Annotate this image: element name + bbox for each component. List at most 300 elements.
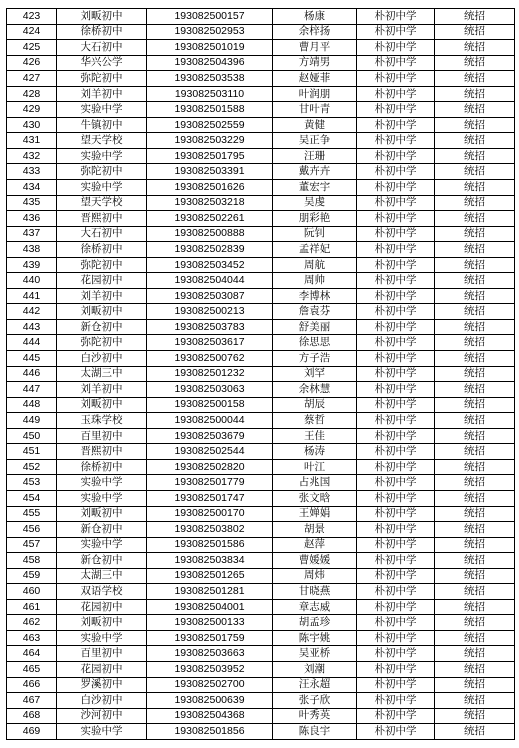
student-name: 占兆国 <box>273 475 357 491</box>
row-number: 432 <box>7 148 57 164</box>
table-row <box>7 148 515 164</box>
student-name: 王佳 <box>273 428 357 444</box>
admission-type: 统招 <box>435 677 515 693</box>
admission-type: 统招 <box>435 102 515 118</box>
school-name: 刘畈初中 <box>57 304 147 320</box>
admission-type: 统招 <box>435 71 515 87</box>
admission-type: 统招 <box>435 646 515 662</box>
student-name: 甘晓燕 <box>273 584 357 600</box>
table-row <box>7 397 515 413</box>
student-name: 李博林 <box>273 288 357 304</box>
school-name: 刘畈初中 <box>57 9 147 25</box>
admission-type: 统招 <box>435 148 515 164</box>
row-number: 465 <box>7 661 57 677</box>
exam-number: 193082502953 <box>147 24 273 40</box>
student-name: 王婵娟 <box>273 506 357 522</box>
table-row <box>7 242 515 258</box>
table-row <box>7 211 515 227</box>
row-number: 437 <box>7 226 57 242</box>
school-name: 实验中学 <box>57 148 147 164</box>
admitted-school: 朴初中学 <box>357 522 435 538</box>
student-name: 余林慧 <box>273 382 357 398</box>
row-number: 433 <box>7 164 57 180</box>
admitted-school: 朴初中学 <box>357 382 435 398</box>
row-number: 436 <box>7 211 57 227</box>
admission-type: 统招 <box>435 226 515 242</box>
table-row <box>7 553 515 569</box>
admitted-school: 朴初中学 <box>357 646 435 662</box>
admitted-school: 朴初中学 <box>357 568 435 584</box>
student-name: 周航 <box>273 257 357 273</box>
school-name: 新仓初中 <box>57 319 147 335</box>
exam-number: 193082500213 <box>147 304 273 320</box>
table-row <box>7 40 515 56</box>
student-name: 汪永超 <box>273 677 357 693</box>
exam-number: 193082501588 <box>147 102 273 118</box>
school-name: 刘畈初中 <box>57 506 147 522</box>
table-row <box>7 257 515 273</box>
table-row <box>7 708 515 724</box>
exam-number: 193082501019 <box>147 40 273 56</box>
admission-type: 统招 <box>435 693 515 709</box>
row-number: 456 <box>7 522 57 538</box>
admitted-school: 朴初中学 <box>357 257 435 273</box>
table-row <box>7 413 515 429</box>
table-row <box>7 55 515 71</box>
table-row <box>7 335 515 351</box>
student-name: 刘罕 <box>273 366 357 382</box>
student-name: 叶秀英 <box>273 708 357 724</box>
row-number: 460 <box>7 584 57 600</box>
row-number: 448 <box>7 397 57 413</box>
table-row <box>7 693 515 709</box>
admission-type: 统招 <box>435 40 515 56</box>
admission-type: 统招 <box>435 351 515 367</box>
school-name: 实验中学 <box>57 724 147 740</box>
row-number: 454 <box>7 490 57 506</box>
table-row <box>7 490 515 506</box>
school-name: 刘畈初中 <box>57 397 147 413</box>
admitted-school: 朴初中学 <box>357 459 435 475</box>
student-name: 吴虔 <box>273 195 357 211</box>
admission-type: 统招 <box>435 288 515 304</box>
school-name: 实验中学 <box>57 475 147 491</box>
table-row <box>7 459 515 475</box>
school-name: 罗溪初中 <box>57 677 147 693</box>
admission-type: 统招 <box>435 475 515 491</box>
student-name: 周帅 <box>273 273 357 289</box>
exam-number: 193082501265 <box>147 568 273 584</box>
school-name: 徐桥初中 <box>57 459 147 475</box>
row-number: 467 <box>7 693 57 709</box>
admission-type: 统招 <box>435 506 515 522</box>
exam-number: 193082502544 <box>147 444 273 460</box>
exam-number: 193082503663 <box>147 646 273 662</box>
school-name: 白沙初中 <box>57 693 147 709</box>
exam-number: 193082500762 <box>147 351 273 367</box>
admitted-school: 朴初中学 <box>357 428 435 444</box>
row-number: 455 <box>7 506 57 522</box>
admission-type: 统招 <box>435 584 515 600</box>
student-name: 汪珊 <box>273 148 357 164</box>
table-row <box>7 164 515 180</box>
admitted-school: 朴初中学 <box>357 490 435 506</box>
row-number: 450 <box>7 428 57 444</box>
exam-number: 193082500157 <box>147 9 273 25</box>
admission-type: 统招 <box>435 522 515 538</box>
school-name: 弥陀初中 <box>57 71 147 87</box>
admission-type: 统招 <box>435 537 515 553</box>
student-name: 甘叶青 <box>273 102 357 118</box>
admission-list-body <box>7 9 515 740</box>
admission-type: 统招 <box>435 117 515 133</box>
table-row <box>7 522 515 538</box>
table-row <box>7 630 515 646</box>
school-name: 弥陀初中 <box>57 335 147 351</box>
exam-number: 193082501586 <box>147 537 273 553</box>
exam-number: 193082501281 <box>147 584 273 600</box>
exam-number: 193082503834 <box>147 553 273 569</box>
row-number: 463 <box>7 630 57 646</box>
admission-type: 统招 <box>435 428 515 444</box>
student-name: 章志威 <box>273 599 357 615</box>
row-number: 462 <box>7 615 57 631</box>
school-name: 徐桥初中 <box>57 24 147 40</box>
table-row <box>7 133 515 149</box>
exam-number: 193082500044 <box>147 413 273 429</box>
row-number: 427 <box>7 71 57 87</box>
admitted-school: 朴初中学 <box>357 584 435 600</box>
student-name: 徐思思 <box>273 335 357 351</box>
admission-type: 统招 <box>435 180 515 196</box>
row-number: 426 <box>7 55 57 71</box>
student-name: 朋彩艳 <box>273 211 357 227</box>
admission-type: 统招 <box>435 242 515 258</box>
admission-type: 统招 <box>435 708 515 724</box>
school-name: 实验中学 <box>57 630 147 646</box>
row-number: 443 <box>7 319 57 335</box>
admitted-school: 朴初中学 <box>357 413 435 429</box>
admission-type: 统招 <box>435 195 515 211</box>
student-name: 阮钊 <box>273 226 357 242</box>
row-number: 430 <box>7 117 57 133</box>
school-name: 百里初中 <box>57 428 147 444</box>
school-name: 望天学校 <box>57 195 147 211</box>
admitted-school: 朴初中学 <box>357 335 435 351</box>
admission-type: 统招 <box>435 413 515 429</box>
school-name: 徐桥初中 <box>57 242 147 258</box>
school-name: 太湖三中 <box>57 568 147 584</box>
admission-type: 统招 <box>435 24 515 40</box>
school-name: 白沙初中 <box>57 351 147 367</box>
exam-number: 193082500639 <box>147 693 273 709</box>
table-row <box>7 444 515 460</box>
exam-number: 193082503229 <box>147 133 273 149</box>
row-number: 453 <box>7 475 57 491</box>
admission-type: 统招 <box>435 568 515 584</box>
admission-type: 统招 <box>435 319 515 335</box>
admitted-school: 朴初中学 <box>357 319 435 335</box>
school-name: 刘羊初中 <box>57 86 147 102</box>
admission-type: 统招 <box>435 459 515 475</box>
exam-number: 193082503110 <box>147 86 273 102</box>
exam-number: 193082501795 <box>147 148 273 164</box>
exam-number: 193082501779 <box>147 475 273 491</box>
admission-type: 统招 <box>435 382 515 398</box>
school-name: 花园初中 <box>57 661 147 677</box>
row-number: 429 <box>7 102 57 118</box>
student-name: 舒美丽 <box>273 319 357 335</box>
exam-number: 193082503391 <box>147 164 273 180</box>
exam-number: 193082501759 <box>147 630 273 646</box>
school-name: 新仓初中 <box>57 522 147 538</box>
admitted-school: 朴初中学 <box>357 40 435 56</box>
admitted-school: 朴初中学 <box>357 677 435 693</box>
table-row <box>7 599 515 615</box>
student-name: 赵娅菲 <box>273 71 357 87</box>
table-row <box>7 428 515 444</box>
admission-type: 统招 <box>435 86 515 102</box>
row-number: 438 <box>7 242 57 258</box>
table-row <box>7 615 515 631</box>
student-name: 詹袁芬 <box>273 304 357 320</box>
student-name: 胡孟珍 <box>273 615 357 631</box>
admission-type: 统招 <box>435 397 515 413</box>
row-number: 446 <box>7 366 57 382</box>
admission-list-table <box>6 8 515 740</box>
exam-number: 193082504044 <box>147 273 273 289</box>
school-name: 刘羊初中 <box>57 382 147 398</box>
admitted-school: 朴初中学 <box>357 226 435 242</box>
table-row <box>7 226 515 242</box>
admission-type: 统招 <box>435 257 515 273</box>
student-name: 刘潮 <box>273 661 357 677</box>
exam-number: 193082503452 <box>147 257 273 273</box>
row-number: 447 <box>7 382 57 398</box>
admitted-school: 朴初中学 <box>357 195 435 211</box>
row-number: 439 <box>7 257 57 273</box>
exam-number: 193082503087 <box>147 288 273 304</box>
exam-number: 193082503783 <box>147 319 273 335</box>
admission-type: 统招 <box>435 444 515 460</box>
student-name: 戴卉卉 <box>273 164 357 180</box>
student-name: 孟祥妃 <box>273 242 357 258</box>
school-name: 晋熙初中 <box>57 211 147 227</box>
admission-type: 统招 <box>435 273 515 289</box>
school-name: 弥陀初中 <box>57 257 147 273</box>
row-number: 431 <box>7 133 57 149</box>
school-name: 实验中学 <box>57 490 147 506</box>
table-row <box>7 304 515 320</box>
admitted-school: 朴初中学 <box>357 288 435 304</box>
admitted-school: 朴初中学 <box>357 86 435 102</box>
admission-type: 统招 <box>435 661 515 677</box>
table-row <box>7 71 515 87</box>
student-name: 叶润朋 <box>273 86 357 102</box>
student-name: 方子浩 <box>273 351 357 367</box>
admitted-school: 朴初中学 <box>357 55 435 71</box>
row-number: 445 <box>7 351 57 367</box>
row-number: 441 <box>7 288 57 304</box>
admitted-school: 朴初中学 <box>357 71 435 87</box>
admission-type: 统招 <box>435 490 515 506</box>
admitted-school: 朴初中学 <box>357 661 435 677</box>
school-name: 玉珠学校 <box>57 413 147 429</box>
table-row <box>7 475 515 491</box>
student-name: 陈良宇 <box>273 724 357 740</box>
admission-type: 统招 <box>435 599 515 615</box>
admitted-school: 朴初中学 <box>357 475 435 491</box>
admitted-school: 朴初中学 <box>357 9 435 25</box>
exam-number: 193082503538 <box>147 71 273 87</box>
admitted-school: 朴初中学 <box>357 304 435 320</box>
table-row <box>7 102 515 118</box>
student-name: 杨康 <box>273 9 357 25</box>
row-number: 425 <box>7 40 57 56</box>
school-name: 花园初中 <box>57 599 147 615</box>
admitted-school: 朴初中学 <box>357 615 435 631</box>
exam-number: 193082504368 <box>147 708 273 724</box>
row-number: 452 <box>7 459 57 475</box>
table-row <box>7 86 515 102</box>
student-name: 周炜 <box>273 568 357 584</box>
school-name: 双语学校 <box>57 584 147 600</box>
exam-number: 193082502261 <box>147 211 273 227</box>
row-number: 442 <box>7 304 57 320</box>
school-name: 大石初中 <box>57 40 147 56</box>
exam-number: 193082503802 <box>147 522 273 538</box>
table-row <box>7 537 515 553</box>
table-row <box>7 366 515 382</box>
exam-number: 193082503063 <box>147 382 273 398</box>
student-name: 董宏宇 <box>273 180 357 196</box>
table-row <box>7 273 515 289</box>
school-name: 新仓初中 <box>57 553 147 569</box>
admitted-school: 朴初中学 <box>357 724 435 740</box>
school-name: 刘畈初中 <box>57 615 147 631</box>
student-name: 赵萍 <box>273 537 357 553</box>
exam-number: 193082502700 <box>147 677 273 693</box>
table-row <box>7 568 515 584</box>
admission-type: 统招 <box>435 55 515 71</box>
row-number: 458 <box>7 553 57 569</box>
school-name: 华兴公学 <box>57 55 147 71</box>
admitted-school: 朴初中学 <box>357 211 435 227</box>
student-name: 张子欣 <box>273 693 357 709</box>
table-row <box>7 117 515 133</box>
school-name: 刘羊初中 <box>57 288 147 304</box>
student-name: 杨涛 <box>273 444 357 460</box>
exam-number: 193082500158 <box>147 397 273 413</box>
admission-type: 统招 <box>435 164 515 180</box>
admission-type: 统招 <box>435 630 515 646</box>
school-name: 沙河初中 <box>57 708 147 724</box>
admitted-school: 朴初中学 <box>357 693 435 709</box>
row-number: 428 <box>7 86 57 102</box>
table-row <box>7 24 515 40</box>
admitted-school: 朴初中学 <box>357 102 435 118</box>
school-name: 弥陀初中 <box>57 164 147 180</box>
table-row <box>7 677 515 693</box>
admitted-school: 朴初中学 <box>357 599 435 615</box>
row-number: 449 <box>7 413 57 429</box>
admitted-school: 朴初中学 <box>357 553 435 569</box>
exam-number: 193082501856 <box>147 724 273 740</box>
exam-number: 193082500133 <box>147 615 273 631</box>
student-name: 曹月平 <box>273 40 357 56</box>
admitted-school: 朴初中学 <box>357 242 435 258</box>
table-row <box>7 584 515 600</box>
student-name: 余梓扬 <box>273 24 357 40</box>
student-name: 黄健 <box>273 117 357 133</box>
student-name: 方靖男 <box>273 55 357 71</box>
admission-type: 统招 <box>435 211 515 227</box>
exam-number: 193082504001 <box>147 599 273 615</box>
student-name: 蔡哲 <box>273 413 357 429</box>
row-number: 457 <box>7 537 57 553</box>
exam-number: 193082501747 <box>147 490 273 506</box>
table-row <box>7 351 515 367</box>
student-name: 吴亚桥 <box>273 646 357 662</box>
student-name: 胡景 <box>273 522 357 538</box>
table-row <box>7 661 515 677</box>
admission-type: 统招 <box>435 553 515 569</box>
school-name: 实验中学 <box>57 102 147 118</box>
admitted-school: 朴初中学 <box>357 537 435 553</box>
school-name: 牛镇初中 <box>57 117 147 133</box>
admitted-school: 朴初中学 <box>357 180 435 196</box>
student-name: 陈宇姚 <box>273 630 357 646</box>
table-row <box>7 646 515 662</box>
admission-type: 统招 <box>435 133 515 149</box>
admitted-school: 朴初中学 <box>357 708 435 724</box>
student-name: 叶江 <box>273 459 357 475</box>
row-number: 434 <box>7 180 57 196</box>
school-name: 百里初中 <box>57 646 147 662</box>
admission-type: 统招 <box>435 335 515 351</box>
exam-number: 193082503218 <box>147 195 273 211</box>
row-number: 466 <box>7 677 57 693</box>
admission-type: 统招 <box>435 304 515 320</box>
exam-number: 193082502559 <box>147 117 273 133</box>
exam-number: 193082503679 <box>147 428 273 444</box>
student-name: 曹媛媛 <box>273 553 357 569</box>
admission-type: 统招 <box>435 9 515 25</box>
table-row <box>7 319 515 335</box>
school-name: 实验中学 <box>57 180 147 196</box>
admitted-school: 朴初中学 <box>357 506 435 522</box>
row-number: 451 <box>7 444 57 460</box>
school-name: 晋熙初中 <box>57 444 147 460</box>
admitted-school: 朴初中学 <box>357 273 435 289</box>
admitted-school: 朴初中学 <box>357 24 435 40</box>
admitted-school: 朴初中学 <box>357 164 435 180</box>
admitted-school: 朴初中学 <box>357 366 435 382</box>
exam-number: 193082500888 <box>147 226 273 242</box>
row-number: 469 <box>7 724 57 740</box>
row-number: 461 <box>7 599 57 615</box>
row-number: 424 <box>7 24 57 40</box>
admitted-school: 朴初中学 <box>357 117 435 133</box>
exam-number: 193082501232 <box>147 366 273 382</box>
admission-type: 统招 <box>435 366 515 382</box>
admitted-school: 朴初中学 <box>357 148 435 164</box>
school-name: 太湖三中 <box>57 366 147 382</box>
row-number: 440 <box>7 273 57 289</box>
exam-number: 193082503617 <box>147 335 273 351</box>
admitted-school: 朴初中学 <box>357 630 435 646</box>
table-row <box>7 180 515 196</box>
